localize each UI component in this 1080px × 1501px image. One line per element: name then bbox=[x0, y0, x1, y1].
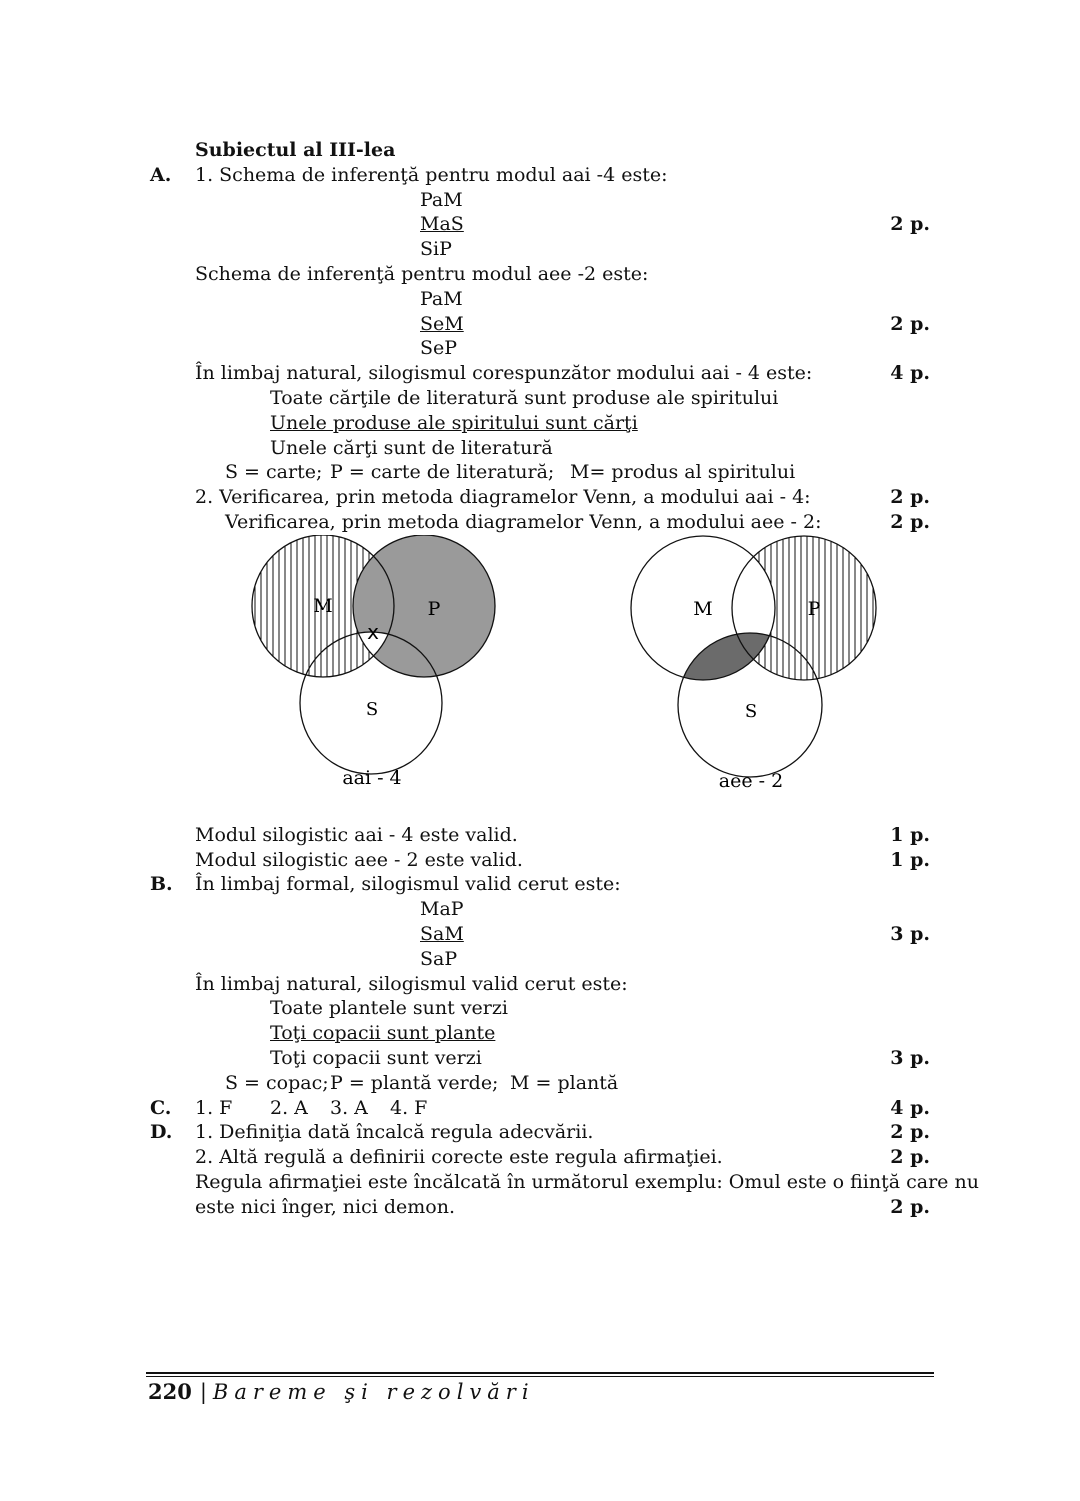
d-points-2: 2 p. bbox=[890, 1146, 930, 1169]
d-text-4: este nici înger, nici demon. bbox=[195, 1195, 455, 1218]
footer-title: Bareme şi rezolvări bbox=[212, 1380, 535, 1404]
a-q2-text-1: 2. Verificarea, prin metoda diagramelor Venn, a modului aai - 4: bbox=[195, 486, 811, 509]
b-term-p: P = plantă verde; bbox=[330, 1071, 499, 1094]
aee2-premise-1-line bbox=[0, 287, 1080, 312]
b-natural-2-line bbox=[0, 1021, 1080, 1046]
a-natural-points: 4 p. bbox=[890, 362, 930, 385]
section-heading: Subiectul al III-lea bbox=[195, 139, 396, 161]
venn-aee2 bbox=[631, 536, 876, 792]
venn2-label-m: M bbox=[693, 597, 713, 620]
section-b-label: B. bbox=[150, 873, 173, 896]
d-text-1: 1. Definiţia dată încalcă regula adecvării. bbox=[195, 1121, 594, 1144]
a-term-p: P = carte de literatură; bbox=[330, 461, 555, 484]
b-natural-points: 3 p. bbox=[890, 1046, 930, 1069]
c-answer-1: 1. F bbox=[195, 1096, 233, 1119]
b-term-s: S = copac; bbox=[225, 1071, 329, 1094]
a-natural-premise-1: Toate cărţile de literatură sunt produse ale spiritului bbox=[270, 386, 779, 409]
aai4-points: 2 p. bbox=[890, 213, 930, 236]
a-terms-line bbox=[0, 460, 1080, 485]
c-points: 4 p. bbox=[890, 1096, 930, 1119]
a-q2-line-2 bbox=[0, 510, 1080, 535]
a-natural-3-line bbox=[0, 436, 1080, 461]
valid1-points: 1 p. bbox=[890, 823, 930, 846]
a-natural-premise-2: Unele produse ale spiritului sunt cărţi bbox=[270, 411, 638, 434]
a-q2-text-2: Verificarea, prin metoda diagramelor Venn, a modului aee - 2: bbox=[225, 510, 822, 533]
heading-line bbox=[0, 138, 1080, 163]
venn1-label-s: S bbox=[365, 698, 379, 720]
d-text-2: 2. Altă regulă a definirii corecte este regula afirmaţiei. bbox=[195, 1146, 723, 1169]
section-c-label: C. bbox=[150, 1096, 172, 1119]
d-line-3 bbox=[0, 1170, 1080, 1195]
venn-diagrams bbox=[0, 535, 1080, 823]
venn1-caption: aai - 4 bbox=[342, 766, 402, 789]
venn2-label-s: S bbox=[744, 700, 758, 722]
aai4-conclusion: SiP bbox=[420, 238, 452, 261]
aai4-premise-2: MaS bbox=[420, 213, 464, 236]
a-q1-intro: 1. Schema de inferenţă pentru modul aai -4 este: bbox=[195, 163, 668, 186]
page-number: 220 bbox=[148, 1379, 192, 1404]
aai4-premise-1-line bbox=[0, 188, 1080, 213]
b-formal-2-line bbox=[0, 922, 1080, 947]
b-term-m: M = plantă bbox=[510, 1071, 619, 1094]
answer-key-page bbox=[0, 138, 1080, 1220]
venn1-label-m: M bbox=[313, 594, 333, 617]
a-q1-line bbox=[0, 163, 1080, 188]
aai4-premise-2-line bbox=[0, 212, 1080, 237]
aee2-premise-1: PaM bbox=[420, 287, 463, 310]
b-formal-conclusion: SaP bbox=[420, 947, 458, 970]
section-d-label: D. bbox=[150, 1121, 173, 1144]
a-term-m: M= produs al spiritului bbox=[570, 461, 796, 484]
valid2-line bbox=[0, 848, 1080, 873]
b-natural-1-line bbox=[0, 996, 1080, 1021]
aee2-intro-line bbox=[0, 262, 1080, 287]
valid2-points: 1 p. bbox=[890, 848, 930, 871]
footer-rule-thick bbox=[146, 1372, 934, 1374]
aai4-premise-1: PaM bbox=[420, 188, 463, 211]
footer-rule-thin bbox=[146, 1376, 934, 1377]
venn1-label-p: P bbox=[427, 597, 441, 620]
a-natural-intro-line bbox=[0, 361, 1080, 386]
a-natural-1-line bbox=[0, 386, 1080, 411]
b-formal-premise-2: SaM bbox=[420, 922, 464, 945]
d-line-1 bbox=[0, 1120, 1080, 1145]
b-formal-1-line bbox=[0, 897, 1080, 922]
b-formal-points: 3 p. bbox=[890, 922, 930, 945]
c-answer-2: 2. A bbox=[270, 1096, 308, 1119]
b-formal-intro: În limbaj formal, silogismul valid cerut este: bbox=[195, 873, 621, 896]
venn1-existence-mark: x bbox=[367, 619, 379, 644]
a-natural-intro: În limbaj natural, silogismul corespunzător modului aai - 4 este: bbox=[195, 362, 813, 385]
c-line bbox=[0, 1096, 1080, 1121]
b-natural-premise-2: Toţi copacii sunt plante bbox=[270, 1022, 496, 1045]
a-term-s: S = carte; bbox=[225, 461, 323, 484]
footer-separator: | bbox=[199, 1380, 207, 1404]
aee2-intro: Schema de inferenţă pentru modul aee -2 este: bbox=[195, 262, 649, 285]
a-natural-2-line bbox=[0, 411, 1080, 436]
a-q2-line-1 bbox=[0, 485, 1080, 510]
page-footer bbox=[148, 1380, 535, 1405]
venn-aai4 bbox=[240, 535, 520, 823]
b-terms-line bbox=[0, 1071, 1080, 1096]
d-points-4: 2 p. bbox=[890, 1195, 930, 1218]
b-natural-premise-1: Toate plantele sunt verzi bbox=[270, 997, 508, 1020]
b-formal-intro-line bbox=[0, 872, 1080, 897]
aee2-premise-2-line bbox=[0, 312, 1080, 337]
aee2-points: 2 p. bbox=[890, 312, 930, 335]
c-answer-3: 3. A bbox=[330, 1096, 368, 1119]
a-q2-points-2: 2 p. bbox=[890, 510, 930, 533]
d-points-1: 2 p. bbox=[890, 1121, 930, 1144]
section-a-label: A. bbox=[150, 163, 172, 186]
d-line-4 bbox=[0, 1195, 1080, 1220]
a-natural-conclusion: Unele cărţi sunt de literatură bbox=[270, 436, 553, 459]
valid2-text: Modul silogistic aee - 2 este valid. bbox=[195, 848, 523, 871]
a-q2-points-1: 2 p. bbox=[890, 486, 930, 509]
d-line-2 bbox=[0, 1145, 1080, 1170]
aee2-conclusion-line bbox=[0, 336, 1080, 361]
venn2-caption: aee - 2 bbox=[718, 769, 784, 792]
b-natural-intro: În limbaj natural, silogismul valid cerut este: bbox=[195, 972, 628, 995]
b-natural-intro-line bbox=[0, 972, 1080, 997]
b-formal-3-line bbox=[0, 947, 1080, 972]
b-natural-3-line bbox=[0, 1046, 1080, 1071]
b-natural-conclusion: Toţi copacii sunt verzi bbox=[270, 1046, 482, 1069]
aee2-conclusion: SeP bbox=[420, 337, 458, 360]
aee2-premise-2: SeM bbox=[420, 312, 464, 335]
b-formal-premise-1: MaP bbox=[420, 898, 464, 921]
venn2-label-p: P bbox=[807, 597, 821, 620]
aai4-conclusion-line bbox=[0, 237, 1080, 262]
valid1-line bbox=[0, 823, 1080, 848]
venn-svg bbox=[0, 535, 1080, 823]
c-answer-4: 4. F bbox=[390, 1096, 428, 1119]
valid1-text: Modul silogistic aai - 4 este valid. bbox=[195, 823, 518, 846]
d-text-3: Regula afirmaţiei este încălcată în următorul exemplu: Omul este o fiinţă care nu bbox=[195, 1170, 979, 1193]
